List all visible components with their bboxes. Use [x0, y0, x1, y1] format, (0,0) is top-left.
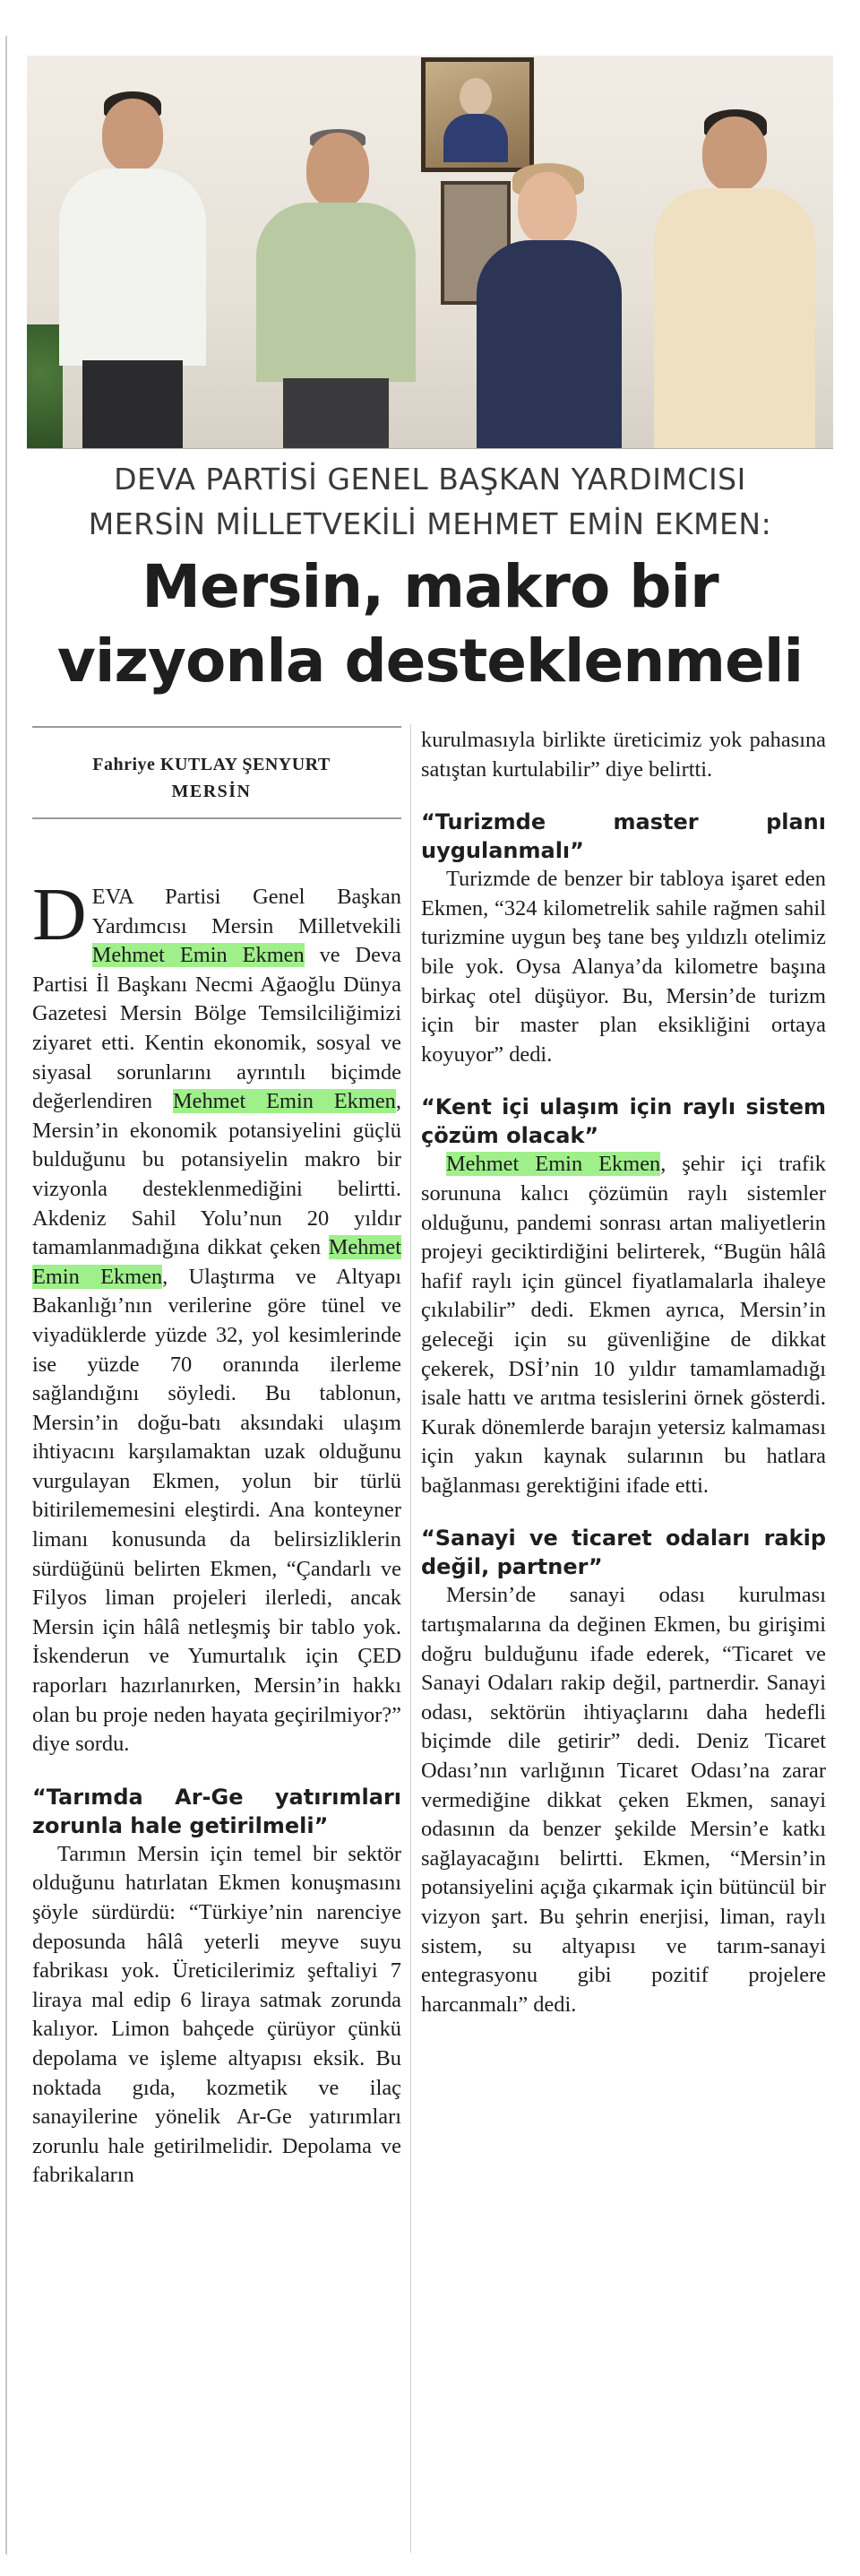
section-heading-tourism: “Turizmde master planı uygulanmalı”: [421, 809, 826, 864]
right-column: [421, 726, 826, 2019]
section-text-tourism: Turizmde de benzer bir tabloya işaret eden Ekmen, “324 kilometrelik sahile rağmen sahil turizmine uygun beş tane beş yıldızlı otelimiz bile yok. Oysa Alanya’da kilometre başına birkaç otel düşüyor. Bu, Mersin’de turizm için bir master plan eksikliğini ortaya koyuyor” dedi.: [421, 867, 826, 1067]
person-1: [43, 91, 222, 448]
section-text-chambers: Mersin’de sanayi odası kurulması tartışmalarına da değinen Ekmen, bu girişimi doğru bulduğunu ifade ederek, “Ticaret ve Sanayi Odaları rakip değil, partnerdir. Sanayi odası, sektörün ihtiyaçlarını daha hedefli biçimde dile getirir” dedi. Deniz Ticaret Odası’nın varlığının Ticaret Odası’na zarar vermediğine dikkat çeken Ekmen, sanayi odasının da benzer şekilde Mersin’e katkı sağlayacağını belirtti. Ekmen, “Mersin’in potansiyelini açığa çıkarmak için bütüncül bir vizyon şart. Bu şehrin enerjisi, liman, raylı sistem, su altyapısı ve tarım-sanayi entegrasyonu gibi pozitif projelere harcanmalı” dedi.: [421, 1583, 826, 2017]
dropcap: D: [32, 873, 87, 956]
highlight-name: Mehmet Emin Ekmen: [446, 1152, 661, 1177]
kicker-line-1: DEVA PARTİSİ GENEL BAŞKAN YARDIMCISI: [114, 462, 746, 497]
article-photo: [27, 56, 833, 449]
person-2: [242, 127, 430, 448]
intro-text-4: , Ulaştırma ve Altyapı Bakanlığı’nın verilerine göre tünel ve viyadüklerde yüzde 32, yol kesimlerinde ise yüzde 70 oranında ilerleme sağlandığını söyledi. Bu tablonun, Mersin’in doğu-batı aksındaki ulaşım ihtiyacını karşılamaktan uzak olduğunu vurgulayan Ekmen, yolun bir türlü bitirilememesini eleştirdi. Ana konteyner limanı konusunda da belirsizliklerin sürdüğünü belirten Ekmen, “Çandarlı ve Filyos liman projeleri ilerledi, ancak Mersin için hâlâ netleşmiş bir tablo yok. İskenderun ve Yumurtalık için ÇED raporları hazırlanırken, Mersin’in hakkı olan bu proje neden hayata geçirilmiyor?” diye sordu.: [32, 1264, 401, 1757]
page-edge-rule: [5, 36, 7, 2554]
byline-top-rule: [32, 726, 401, 728]
section-heading-chambers: “Sanayi ve ticaret odaları rakip değil, partner”: [421, 1526, 826, 1580]
column-divider: [410, 724, 411, 2553]
section-heading-transport: “Kent içi ulaşım için raylı sistem çözüm olacak”: [421, 1094, 826, 1149]
intro-text-1: EVA Partisi Genel Başkan Yardımcısı Mersin Milletvekili: [91, 885, 401, 938]
highlight-name: Mehmet Emin Ekmen: [172, 1089, 396, 1114]
highlight-name: Mehmet Emin Ekmen: [32, 1235, 401, 1289]
person-4: [645, 109, 824, 448]
left-column: [32, 873, 401, 2191]
intro-text-3: , Mersin’in ekonomik potansiyelini güçlü bulduğunu bu potansiyelin makro bir vizyonla desteklenmediğini belirtti. Akdeniz Sahil Yolu’nun 20 yıldır tamamlanmadığına dikkat çeken: [32, 1089, 401, 1260]
intro-paragraph: [32, 873, 401, 1759]
headline-line-1: Mersin, makro bir: [142, 552, 718, 621]
section-text-agriculture: Tarımın Mersin için temel bir sektör olduğunu hatırlatan Ekmen konuşmasını şöyle sürdürdü: “Türkiye’nin narenciye deposunda hâlâ yeterli meyve suyu fabrikası yok. Üreticilerimiz şeftaliyi 7 liraya mal edip 6 liraya satmak zorunda kalıyor. Limon bahçede çürüyor çünkü depolama ve işleme altyapısı eksik. Bu noktada gıda, kozmetik ve ilaç sanayilerine yönelik Ar-Ge yatırımları zorunlu hale getirilmelidir. Depolama ve fabrikaların: [32, 1841, 401, 2188]
headline-line-2: vizyonla desteklenmeli: [56, 627, 804, 696]
continuation-paragraph: kurulmasıyla birlikte üreticimiz yok pahasına satıştan kurtulabilir” diye belirtti.: [421, 728, 826, 782]
framed-portrait: [421, 57, 534, 172]
byline-bottom-rule: [32, 817, 401, 819]
kicker-line-2: MERSİN MİLLETVEKİLİ MEHMET EMİN EKMEN:: [88, 506, 772, 541]
intro-text-2: ve Deva Partisi İl Başkanı Necmi Ağaoğlu Dünya Gazetesi Mersin Bölge Temsilciliğimizi ziyaret etti. Kentin ekonomik, sosyal ve siyasal sorunlarını ayrıntılı biçimde değerlendiren: [32, 943, 401, 1114]
highlight-name: Mehmet Emin Ekmen: [91, 943, 305, 968]
person-3: [464, 163, 634, 448]
section-text-transport: [421, 1150, 826, 1500]
byline-location: MERSİN: [171, 782, 252, 801]
byline-name: Fahriye KUTLAY ŞENYURT: [92, 755, 331, 774]
transport-text: , şehir içi trafik sorununa kalıcı çözümün raylı sistemler olduğunu, pandemi sonrası artan maliyetlerin projeyi geciktirdiğini belirterek, “Bugün hâlâ hafif raylı için güncel fiyatlamalarla ihaleye çıkılabilir” dedi. Ekmen ayrıca, Mersin’in geleceği için su güvenliğine de dikkat çekerek, DSİ’nin 10 yıldır tamamlamadığı isale hattı ve arıtma tesislerini örnek gösterdi. Kurak dönemlerde barajın yetersiz kalmaması için yakın kaynak sularının bu hatlara bağlanması gerektiğini ifade etti.: [421, 1152, 826, 1498]
section-heading-agriculture: “Tarımda Ar-Ge yatırımları zorunla hale getirilmeli”: [32, 1784, 401, 1838]
